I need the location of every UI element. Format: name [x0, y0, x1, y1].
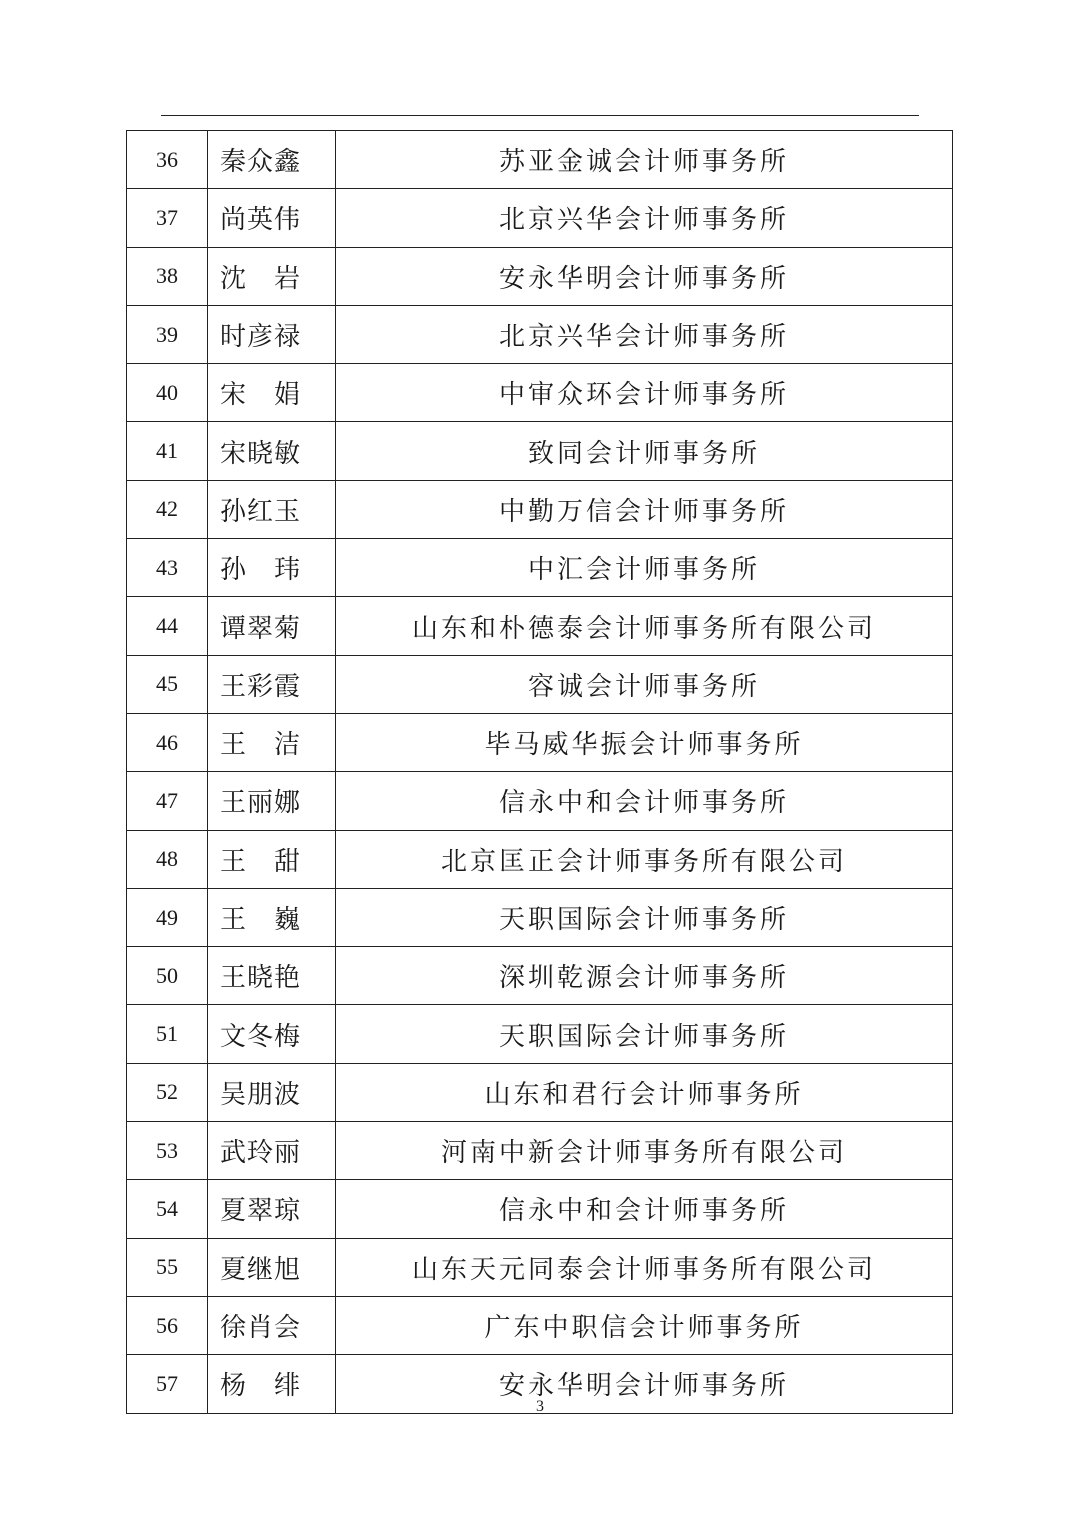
- row-number-cell: 49: [127, 888, 208, 946]
- row-number-cell: 50: [127, 947, 208, 1005]
- row-number-cell: 56: [127, 1296, 208, 1354]
- person-name-cell: 夏继旭: [208, 1238, 336, 1296]
- table-row: [127, 305, 953, 363]
- table-row: [127, 713, 953, 771]
- roster-table-body: [127, 131, 953, 1414]
- row-number-cell: 42: [127, 480, 208, 538]
- firm-name-cell: 山东和君行会计师事务所: [336, 1063, 953, 1121]
- row-number-cell: 55: [127, 1238, 208, 1296]
- row-number-cell: 43: [127, 539, 208, 597]
- row-number-cell: 37: [127, 189, 208, 247]
- table-row: [127, 539, 953, 597]
- person-name-cell: 谭翠菊: [208, 597, 336, 655]
- row-number-cell: 39: [127, 305, 208, 363]
- person-name-cell: 武玲丽: [208, 1122, 336, 1180]
- person-name-cell: 孙红玉: [208, 480, 336, 538]
- person-name-cell: 徐肖会: [208, 1296, 336, 1354]
- firm-name-cell: 中勤万信会计师事务所: [336, 480, 953, 538]
- row-number-cell: 57: [127, 1355, 208, 1413]
- row-number-cell: 54: [127, 1180, 208, 1238]
- table-row: [127, 1122, 953, 1180]
- firm-name-cell: 信永中和会计师事务所: [336, 772, 953, 830]
- firm-name-cell: 容诚会计师事务所: [336, 655, 953, 713]
- firm-name-cell: 安永华明会计师事务所: [336, 247, 953, 305]
- table-row: [127, 772, 953, 830]
- firm-name-cell: 苏亚金诚会计师事务所: [336, 131, 953, 189]
- table-row: [127, 189, 953, 247]
- person-name-cell: 尚英伟: [208, 189, 336, 247]
- row-number-cell: 46: [127, 713, 208, 771]
- row-number-cell: 48: [127, 830, 208, 888]
- firm-name-cell: 广东中职信会计师事务所: [336, 1296, 953, 1354]
- firm-name-cell: 山东和朴德泰会计师事务所有限公司: [336, 597, 953, 655]
- person-name-cell: 夏翠琼: [208, 1180, 336, 1238]
- table-row: [127, 1180, 953, 1238]
- table-row: [127, 1063, 953, 1121]
- person-name-cell: 孙 玮: [208, 539, 336, 597]
- header-rule: [161, 115, 919, 116]
- table-row: [127, 947, 953, 1005]
- person-name-cell: 王 巍: [208, 888, 336, 946]
- person-name-cell: 王晓艳: [208, 947, 336, 1005]
- person-name-cell: 宋 娟: [208, 364, 336, 422]
- row-number-cell: 47: [127, 772, 208, 830]
- person-name-cell: 秦众鑫: [208, 131, 336, 189]
- table-row: [127, 888, 953, 946]
- firm-name-cell: 深圳乾源会计师事务所: [336, 947, 953, 1005]
- person-name-cell: 杨 绯: [208, 1355, 336, 1413]
- firm-name-cell: 天职国际会计师事务所: [336, 1005, 953, 1063]
- person-name-cell: 王 甜: [208, 830, 336, 888]
- table-row: [127, 830, 953, 888]
- roster-table: [126, 130, 953, 1414]
- row-number-cell: 36: [127, 131, 208, 189]
- person-name-cell: 吴朋波: [208, 1063, 336, 1121]
- row-number-cell: 53: [127, 1122, 208, 1180]
- table-row: [127, 480, 953, 538]
- table-row: [127, 1296, 953, 1354]
- person-name-cell: 王 洁: [208, 713, 336, 771]
- table-row: [127, 597, 953, 655]
- table-row: [127, 247, 953, 305]
- person-name-cell: 文冬梅: [208, 1005, 336, 1063]
- table-row: [127, 1238, 953, 1296]
- row-number-cell: 38: [127, 247, 208, 305]
- page-number: 3: [536, 1398, 544, 1415]
- firm-name-cell: 北京兴华会计师事务所: [336, 189, 953, 247]
- firm-name-cell: 中审众环会计师事务所: [336, 364, 953, 422]
- row-number-cell: 41: [127, 422, 208, 480]
- firm-name-cell: 北京匡正会计师事务所有限公司: [336, 830, 953, 888]
- table-row: [127, 1005, 953, 1063]
- person-name-cell: 王丽娜: [208, 772, 336, 830]
- firm-name-cell: 信永中和会计师事务所: [336, 1180, 953, 1238]
- row-number-cell: 44: [127, 597, 208, 655]
- firm-name-cell: 中汇会计师事务所: [336, 539, 953, 597]
- table-row: [127, 422, 953, 480]
- person-name-cell: 沈 岩: [208, 247, 336, 305]
- firm-name-cell: 天职国际会计师事务所: [336, 888, 953, 946]
- row-number-cell: 52: [127, 1063, 208, 1121]
- firm-name-cell: 北京兴华会计师事务所: [336, 305, 953, 363]
- firm-name-cell: 毕马威华振会计师事务所: [336, 713, 953, 771]
- row-number-cell: 40: [127, 364, 208, 422]
- table-row: [127, 655, 953, 713]
- firm-name-cell: 致同会计师事务所: [336, 422, 953, 480]
- firm-name-cell: 河南中新会计师事务所有限公司: [336, 1122, 953, 1180]
- person-name-cell: 宋晓敏: [208, 422, 336, 480]
- firm-name-cell: 安永华明会计师事务所: [336, 1355, 953, 1413]
- table-row: [127, 364, 953, 422]
- row-number-cell: 45: [127, 655, 208, 713]
- row-number-cell: 51: [127, 1005, 208, 1063]
- firm-name-cell: 山东天元同泰会计师事务所有限公司: [336, 1238, 953, 1296]
- table-row: [127, 131, 953, 189]
- person-name-cell: 时彦禄: [208, 305, 336, 363]
- person-name-cell: 王彩霞: [208, 655, 336, 713]
